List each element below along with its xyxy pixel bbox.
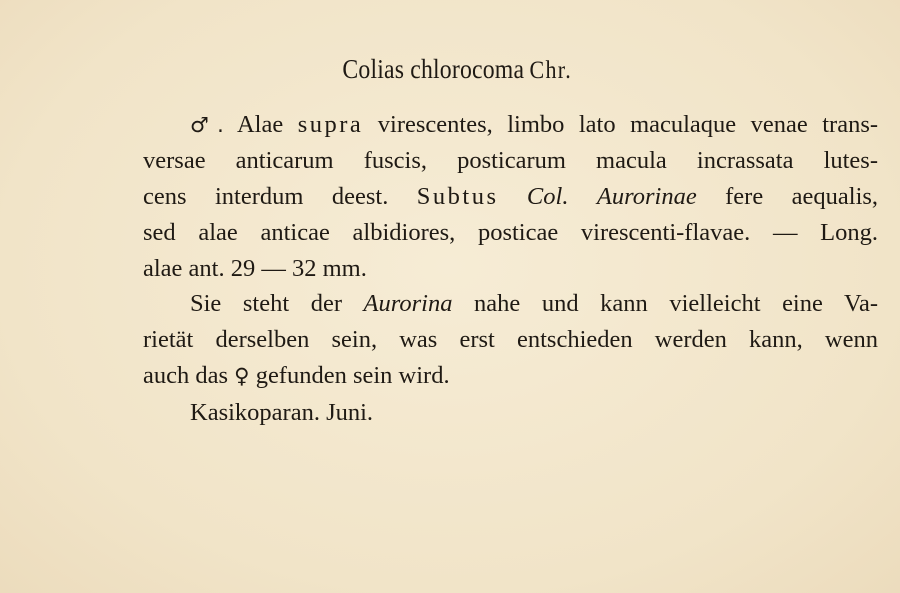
text-line: auch das ♀ gefunden sein wird. <box>143 362 450 389</box>
text-line: Sie steht der Aurorina nahe und kann vielleicht eine Va- <box>190 290 878 317</box>
species-author: Chr. <box>529 57 573 84</box>
locality: Kasikoparan. Juni. <box>190 399 374 426</box>
species-name: Colias chlorocoma <box>342 54 525 84</box>
text-line: versae anticarum fuscis, posticarum macula incrassata lutes- <box>143 147 878 174</box>
text-line: alae ant. 29 — 32 mm. <box>143 255 367 282</box>
species-heading <box>61 54 853 85</box>
female-symbol-icon: ♀ <box>234 364 250 388</box>
text-line: sed alae anticae albidiores, posticae virescenti-flavae. — Long. <box>143 219 878 246</box>
text-line: ♂. Alae supra virescentes, limbo lato maculaque venae trans- <box>190 111 879 138</box>
text-line: cens interdum deest. Subtus Col. Aurorinae fere aequalis, <box>143 183 879 210</box>
male-symbol-icon: ♂. <box>190 113 224 137</box>
text-line: rietät derselben sein, was erst entschieden werden kann, wenn <box>143 326 878 353</box>
